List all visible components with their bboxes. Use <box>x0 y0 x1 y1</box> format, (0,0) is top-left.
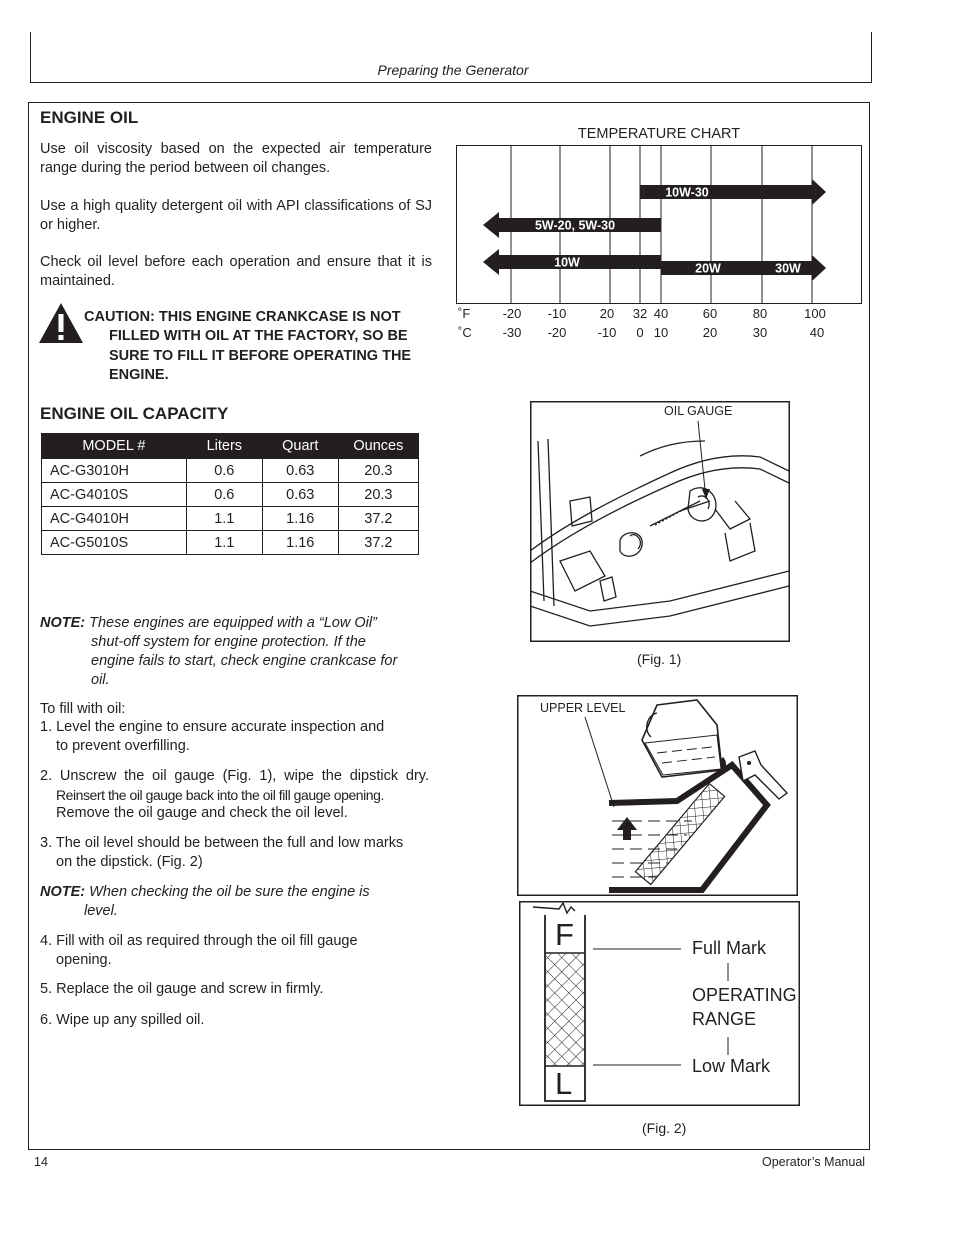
low-letter: L <box>555 1066 573 1101</box>
fill-step2: 2. Unscrew the oil gauge (Fig. 1), wipe the dipstick dry. <box>40 768 429 784</box>
band-label: 5W-20, 5W-30 <box>534 218 616 233</box>
model-cell: AC-G3010H <box>42 459 187 483</box>
model-cell: AC-G5010S <box>42 531 187 555</box>
fill-step4b: opening. <box>56 952 112 968</box>
ounces-cell: 20.3 <box>338 483 418 507</box>
fill-step2c: Remove the oil gauge and check the oil level. <box>56 805 348 821</box>
running-title: Preparing the Generator <box>377 62 529 78</box>
caution-rest: FILLED WITH OIL AT THE FACTORY, SO BE SURE TO FILL IT BEFORE OPERATING THE ENGINE. <box>109 328 412 383</box>
fahrenheit-tick: 100 <box>804 306 826 321</box>
note-label: NOTE: <box>40 615 86 631</box>
capacity-heading: ENGINE OIL CAPACITY <box>40 404 229 423</box>
celsius-unit: ˚C <box>458 325 472 340</box>
celsius-tick: 20 <box>702 325 718 340</box>
oil-filling-illustration <box>517 695 798 896</box>
chart-band <box>762 255 826 281</box>
fig1-caption: (Fig. 1) <box>637 651 682 667</box>
fill-intro: To fill with oil: <box>40 701 126 717</box>
fahrenheit-tick: -20 <box>502 306 522 321</box>
note-text: When checking the oil be sure the engine is <box>89 884 370 900</box>
chart-band <box>640 179 826 205</box>
liters-cell: 1.1 <box>186 531 262 555</box>
oil-gauge-callout: OIL GAUGE <box>664 404 733 418</box>
liters-cell: 1.1 <box>186 507 262 531</box>
quart-cell: 0.63 <box>262 483 338 507</box>
full-mark-label: Full Mark <box>692 938 767 958</box>
liters-cell: 0.6 <box>186 459 262 483</box>
engine-oil-para1: Use oil viscosity based on the expected air temperature range during the period between oil changes. <box>40 141 432 176</box>
fahrenheit-tick: 60 <box>702 306 718 321</box>
ounces-cell: 37.2 <box>338 531 418 555</box>
table-row <box>42 459 419 483</box>
column-header: Quart <box>262 434 338 459</box>
note-label: NOTE: <box>40 884 86 900</box>
fahrenheit-tick: -10 <box>547 306 567 321</box>
fill-step1b: to prevent overfilling. <box>56 738 190 754</box>
operating-label: OPERATING <box>692 985 797 1005</box>
fill-step5: 5. Replace the oil gauge and screw in firmly. <box>40 981 324 997</box>
celsius-tick: -30 <box>502 325 522 340</box>
fahrenheit-tick: 32 <box>632 306 648 321</box>
fill-step6: 6. Wipe up any spilled oil. <box>40 1012 205 1028</box>
band-label: 20W <box>695 261 721 276</box>
quart-cell: 1.16 <box>262 507 338 531</box>
note-text: These engines are equipped with a “Low Oil” <box>89 615 377 631</box>
note1-rest: shut-off system for engine protection. If the engine fails to start, check engine crankcase for oil. <box>91 634 398 688</box>
range-label: RANGE <box>692 1009 757 1029</box>
warning-triangle-icon <box>38 302 84 344</box>
band-label: 10W-30 <box>665 185 709 200</box>
chart-band <box>483 249 661 275</box>
note2-first-line <box>40 883 370 902</box>
fahrenheit-tick: 40 <box>653 306 669 321</box>
table-row <box>42 483 419 507</box>
quart-cell: 0.63 <box>262 459 338 483</box>
upper-level-callout: UPPER LEVEL <box>540 701 626 715</box>
caution-line1: CAUTION: THIS ENGINE CRANKCASE IS NOT <box>84 309 401 325</box>
fill-step1: 1. Level the engine to ensure accurate inspection and <box>40 719 385 735</box>
full-letter: F <box>555 917 574 952</box>
band-label: 10W <box>554 255 580 270</box>
engine-oil-para2: Use a high quality detergent oil with API classifications of SJ or higher. <box>40 198 432 233</box>
column-header: Liters <box>186 434 262 459</box>
temperature-chart-title: TEMPERATURE CHART <box>577 126 741 142</box>
chart-band <box>661 261 762 276</box>
fahrenheit-tick: 80 <box>752 306 768 321</box>
celsius-tick: -10 <box>597 325 617 340</box>
ounces-cell: 20.3 <box>338 459 418 483</box>
fill-step3b: on the dipstick. (Fig. 2) <box>56 854 203 870</box>
celsius-tick: 10 <box>653 325 669 340</box>
capacity-header-row <box>42 434 419 459</box>
oil-gauge-illustration <box>530 401 790 642</box>
chart-band <box>483 212 661 238</box>
quart-cell: 1.16 <box>262 531 338 555</box>
celsius-tick: 0 <box>636 325 644 340</box>
temperature-chart <box>456 145 862 304</box>
engine-oil-heading: ENGINE OIL <box>40 108 139 127</box>
note1-first-line <box>40 614 377 633</box>
table-row <box>42 531 419 555</box>
band-label: 30W <box>775 261 801 276</box>
capacity-table <box>41 433 419 555</box>
liters-cell: 0.6 <box>186 483 262 507</box>
celsius-tick: -20 <box>547 325 567 340</box>
low-mark-label: Low Mark <box>692 1056 771 1076</box>
fahrenheit-tick: 20 <box>599 306 615 321</box>
column-header: MODEL # <box>42 434 187 459</box>
page-number: 14 <box>34 1155 48 1169</box>
manual-title: Operator’s Manual <box>762 1155 866 1169</box>
ounces-cell: 37.2 <box>338 507 418 531</box>
fahrenheit-unit: ˚F <box>458 306 471 321</box>
fill-step2b: Reinsert the oil gauge back into the oil fill gauge opening. <box>56 787 384 803</box>
celsius-tick: 30 <box>752 325 768 340</box>
celsius-tick: 40 <box>809 325 825 340</box>
column-header: Ounces <box>338 434 418 459</box>
fig2-caption: (Fig. 2) <box>642 1120 687 1136</box>
table-row <box>42 507 419 531</box>
note2-rest: level. <box>84 903 118 919</box>
fill-step3: 3. The oil level should be between the full and low marks <box>40 835 404 851</box>
fill-step4: 4. Fill with oil as required through the oil fill gauge <box>40 933 358 949</box>
model-cell: AC-G4010S <box>42 483 187 507</box>
engine-oil-para3: Check oil level before each operation and ensure that it is maintained. <box>40 254 432 289</box>
model-cell: AC-G4010H <box>42 507 187 531</box>
